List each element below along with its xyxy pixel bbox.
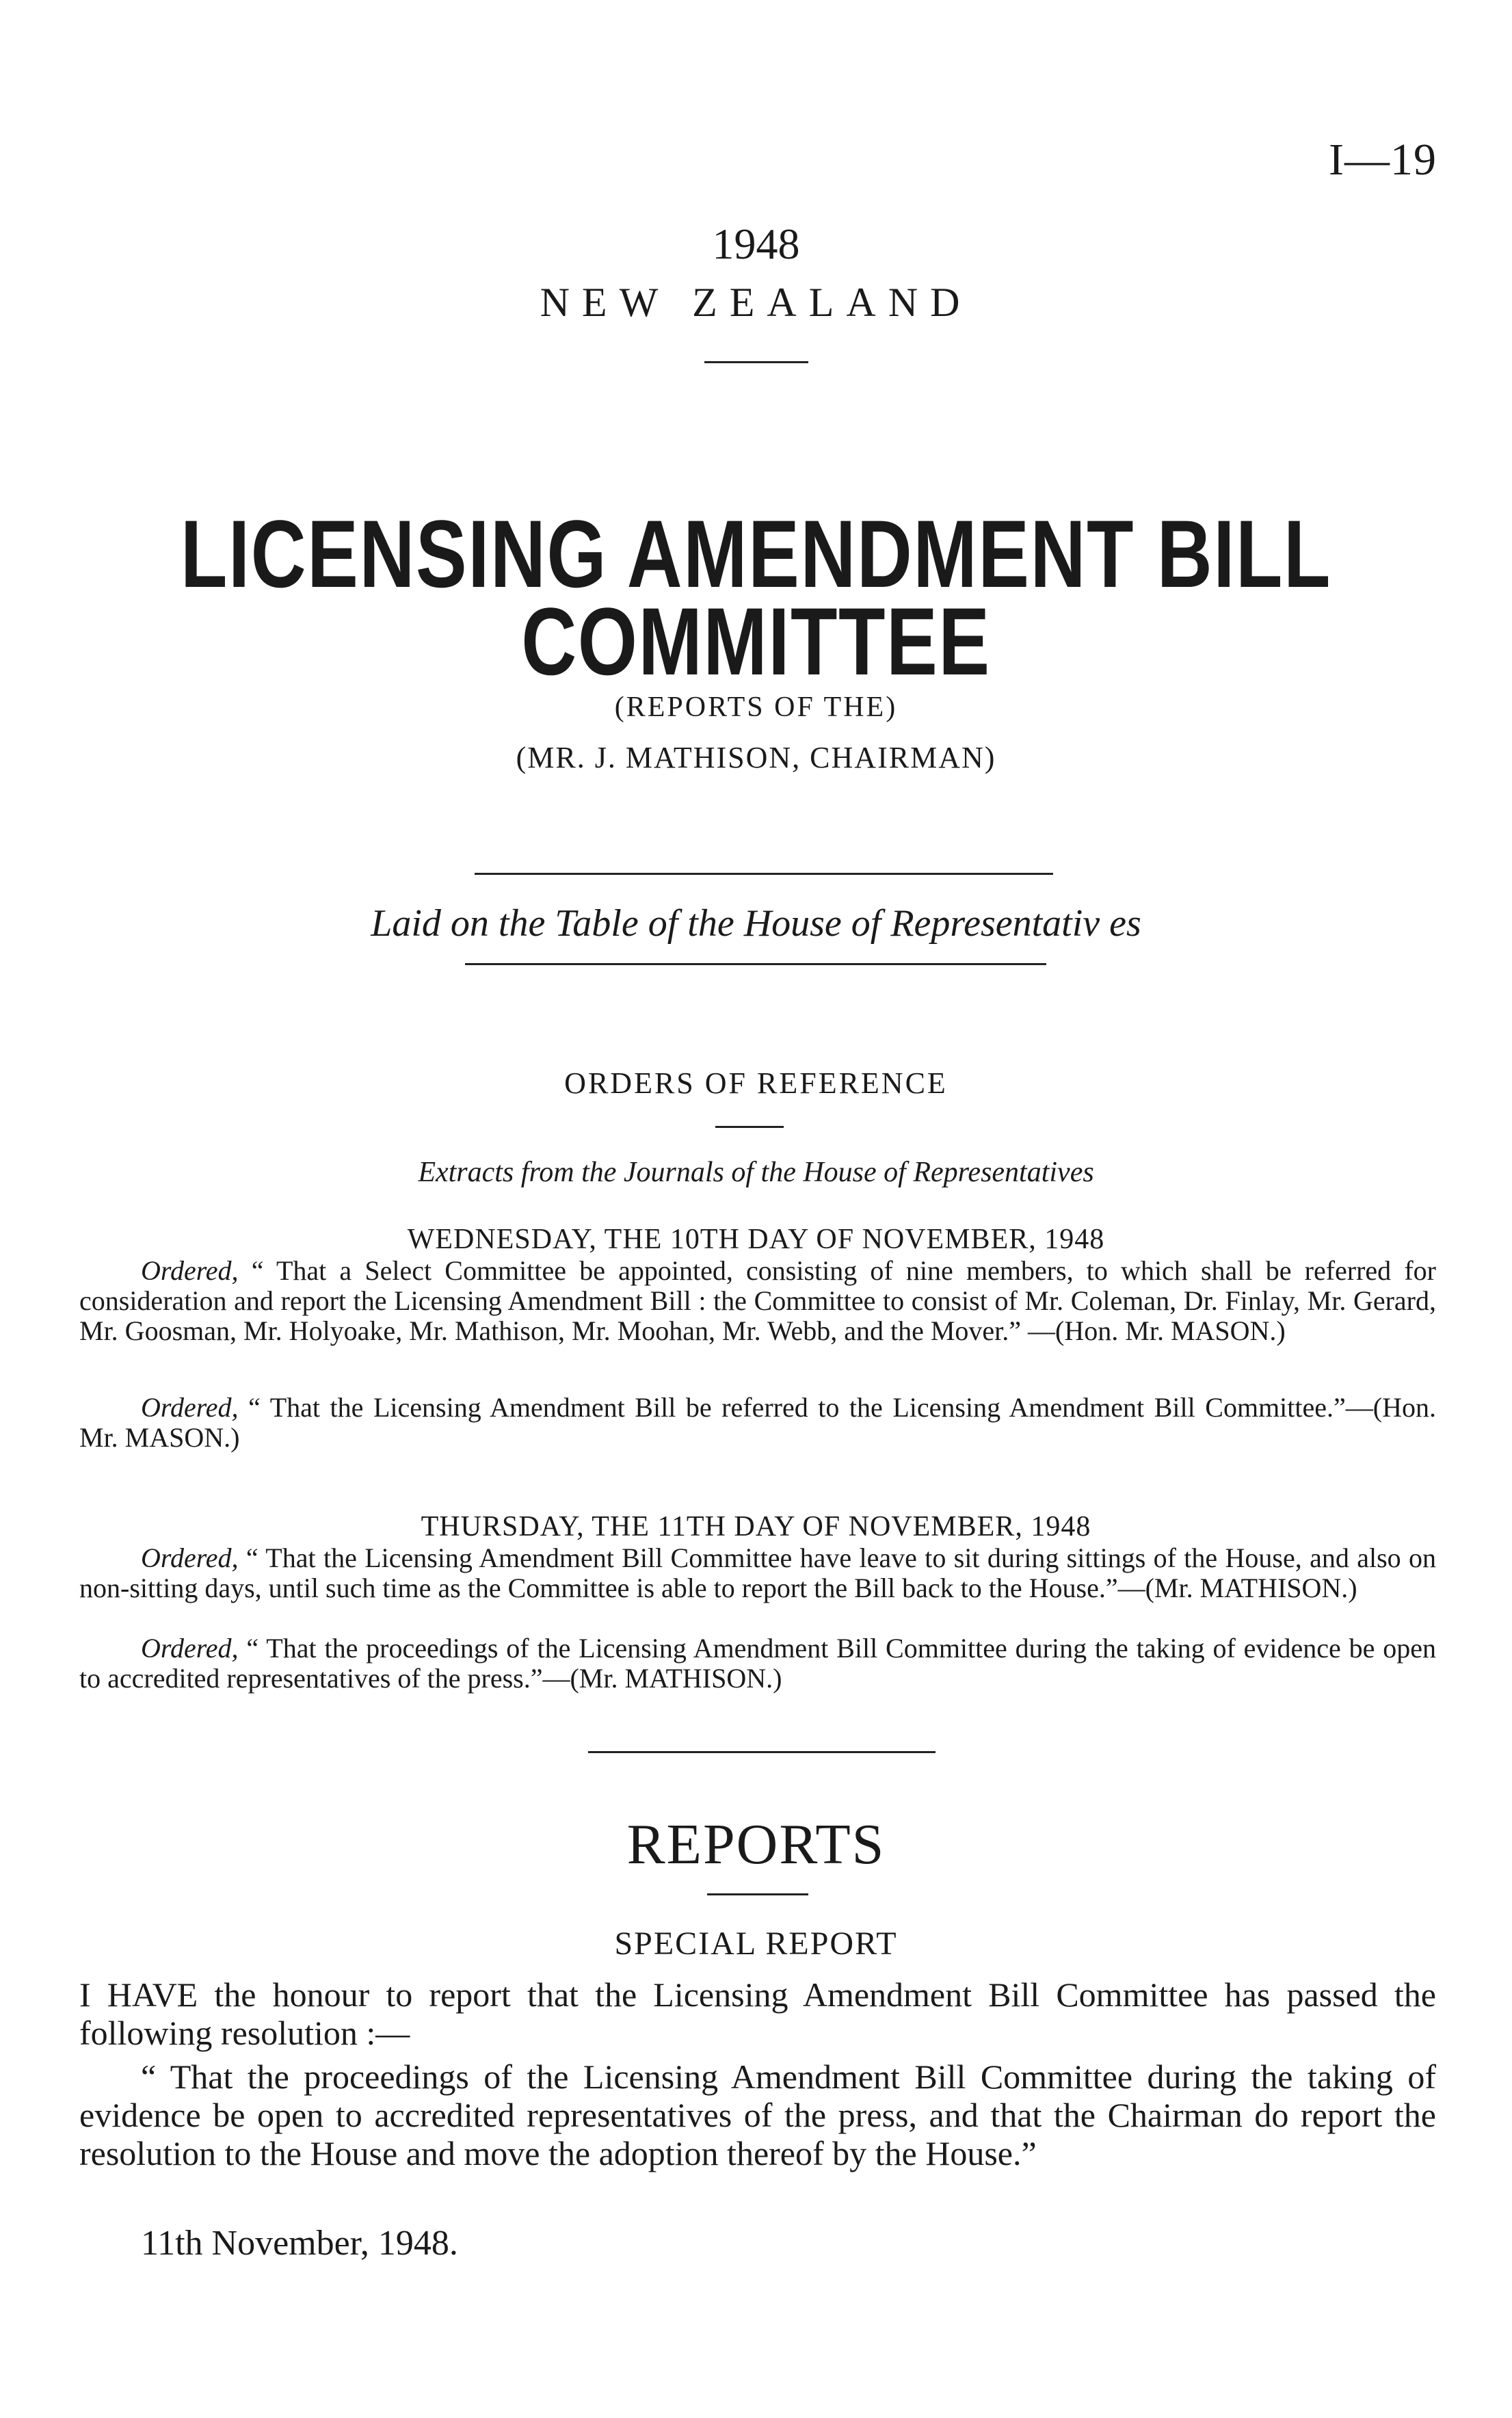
ordered-label: Ordered, — [141, 1633, 239, 1664]
report-date: 11th November, 1948. — [141, 2224, 458, 2263]
extracts-line: Extracts from the Journals of the House of Representatives — [418, 1157, 1094, 1188]
order-text: “ That the proceedings of the Licensing Amendment Bill Committee during the taking of evidence be open to accredited representatives of the press.”—(Mr. MATHISON.) — [79, 1633, 1436, 1694]
divider — [704, 361, 808, 363]
divider — [715, 1126, 784, 1128]
divider — [707, 1893, 808, 1895]
main-title-line1: LICENSING AMENDMENT BILL — [180, 500, 1332, 607]
year: 1948 — [712, 220, 800, 268]
subtitle: (REPORTS OF THE) — [614, 692, 898, 723]
date-heading: THURSDAY, THE 11TH DAY OF NOVEMBER, 1948 — [421, 1511, 1091, 1542]
laid-on-table: Laid on the Table of the House of Representativ es — [371, 902, 1141, 945]
order-paragraph — [79, 1543, 1436, 1603]
divider — [465, 963, 1046, 965]
main-title-line2: COMMITTEE — [521, 588, 991, 695]
chairman-line: (MR. J. MATHISON, CHAIRMAN) — [516, 741, 996, 774]
document-number: I—19 — [1329, 135, 1437, 185]
order-text: “ That the Licensing Amendment Bill Committee have leave to sit during sittings of the House, and also on non-sitting days, until such time as the Committee is able to report the Bill back to the House.”—(Mr. MATHISON.) — [79, 1542, 1436, 1603]
ordered-label: Ordered, — [141, 1255, 239, 1286]
order-text: “ That a Select Committee be appointed, consisting of nine members, to which shall be referred for consideration and report the Licensing Amendment Bill : the Committee to consist of Mr. Coleman, Dr. Finlay, Mr. Gerard, Mr. Goosman, Mr. Holyoake, Mr. Mathison, Mr. Moohan, Mr. Webb, and the Mover.” —(Hon. Mr. MASON.) — [79, 1255, 1436, 1346]
order-paragraph — [79, 1393, 1436, 1453]
report-paragraph — [79, 2058, 1436, 2172]
reports-heading: REPORTS — [626, 1813, 886, 1876]
date-heading: WEDNESDAY, THE 10TH DAY OF NOVEMBER, 1948 — [407, 1224, 1105, 1255]
divider — [475, 873, 1053, 875]
divider — [588, 1751, 936, 1753]
report-paragraph: I HAVE the honour to report that the Licensing Amendment Bill Committee has passed the following resolution :— — [79, 1975, 1436, 2052]
order-paragraph — [79, 1256, 1436, 1346]
order-text: “ That the Licensing Amendment Bill be referred to the Licensing Amendment Bill Committee.”—(Hon. Mr. MASON.) — [79, 1392, 1436, 1453]
special-report-heading: SPECIAL REPORT — [614, 1926, 898, 1962]
country: NEW ZEALAND — [540, 280, 972, 325]
ordered-label: Ordered, — [141, 1392, 239, 1423]
orders-heading: ORDERS OF REFERENCE — [564, 1066, 948, 1100]
resolution-text: “ That the proceedings of the Licensing Amendment Bill Committee during the taking of evidence be open to accredited representatives of the press, and that the Chairman do report the resolution to the House and move the adoption thereof by the House.” — [79, 2058, 1436, 2172]
order-paragraph — [79, 1633, 1436, 1694]
ordered-label: Ordered, — [141, 1542, 239, 1573]
